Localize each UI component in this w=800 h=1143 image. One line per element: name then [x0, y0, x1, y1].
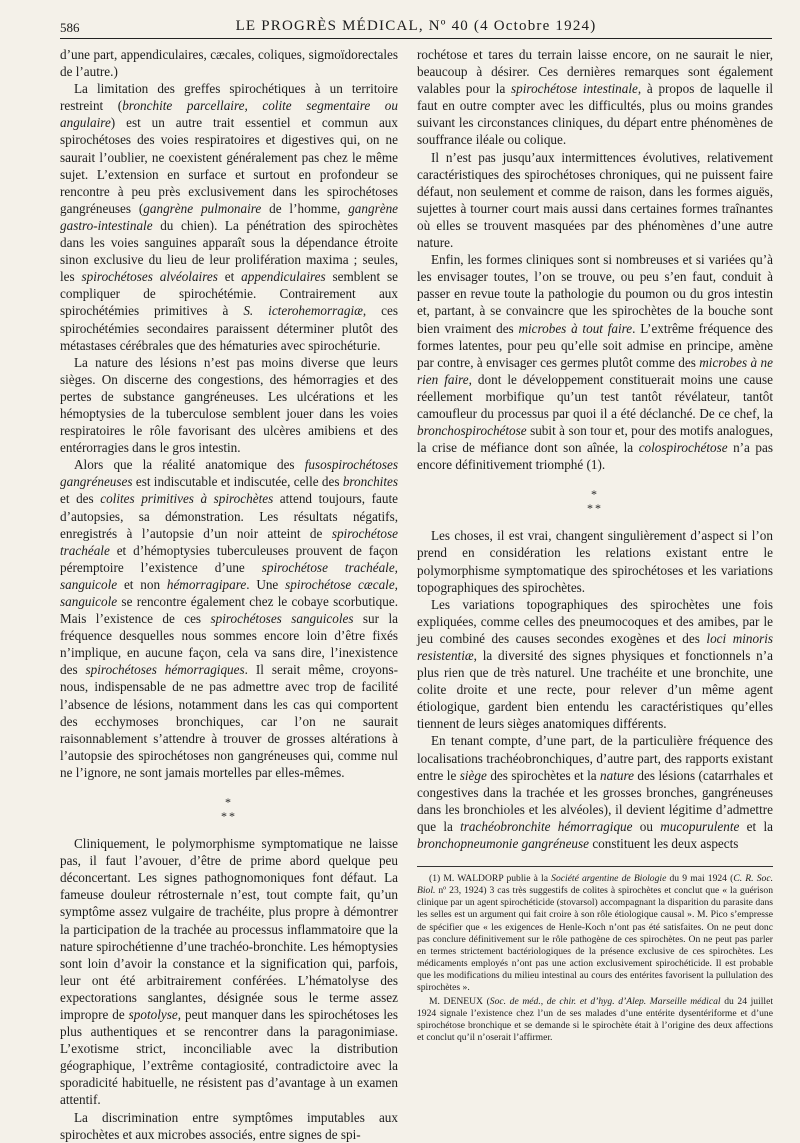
left-column: [60, 46, 399, 1142]
page-number: 586: [60, 20, 80, 35]
paragraph: La discrimination entre symptômes imputables aux spirochètes et aux microbes associés, entre signes de spi-: [60, 1109, 398, 1142]
footnote: (1) M. WALDORP publie à la Société argentine de Biologie du 9 mai 1924 (C. R. Soc. Biol. nº 23, 1924) 3 cas très suggestifs de colites à spirochètes et conclut que « la guérison clinique par un agent spirochéticide (stovarsol) accompagnant la disparition du parasite dans les selles est un argument qui fait croire à son rôle étiologique causal ». M. Pico s’empresse de spécifier que « les exigences de Henle-Koch n’ont pas été satisfaites. On ne peut donc pas conclure définitivement sur le rôle pathogène de ces spirochètes. On ne peut pas parler en termes strictement bactériologiques de la présence exclusive de ces spirochètes. Les médicaments employés n’ont pas une action exclusivement spirochéticide. Il est probable que les modifications du milieu intestinal au cours des entérites favorisent la pullulation des spirochètes ».: [417, 873, 773, 993]
footnotes: [417, 866, 773, 1044]
right-column-body: [417, 46, 773, 852]
paragraph: Cliniquement, le polymorphisme symptomatique ne laisse pas, il faut l’avouer, d’être de prime abord quelque peu déconcertant. Les signes pathognomoniques font défaut. La fameuse douleur rétrosternale n’est, tout compte fait, qu’un symptôme assez vulgaire de trachéite, plus propre à démontrer la participation de la trachée au processus inflammatoire que la nature spirochétienne d’une trachéo-bronchite. Les hémoptysies sont loin d’avoir la constance et la signification qui, parfois, leur ont été arbitrairement conférées. L’hématolyse des expectorations sanglantes, désignée sous le terme assez impropre de spotolyse, peut manquer dans les spirochétoses les plus authentiques et se rencontrer dans la paragonimiase. L’exotisme strict, inconciliable avec la distribution géographique, l’extrême contagiosité, contradictoire avec la sporadicité habituelle, ne résistent pas d’avantage à un examen attentif.: [60, 836, 398, 1108]
paragraph: Enfin, les formes cliniques sont si nombreuses et si variées qu’à les envisager toutes, l’on se trouve, ou peu s’en faut, conduit à passer en revue toute la pathologie du poumon ou du gros intestin et, partant, à se convaincre que les spirochètes de la bouche sont bien vraiment des microbes à tout faire. L’extrême fréquence des formes latentes, pour peu qu’elle soit admise en principe, amène par contre, à envisager ces germes plutôt comme des microbes à ne rien faire, dont le développement constituerait moins une cause réellement morbifique qu’un test tantôt révélateur, tantôt camoufleur du processus par quoi il a été déclanché. De ce chef, la bronchospirochétose subit à son tour et, pour des motifs analogues, la crise de méfiance dont son aînée, la colospirochétose n’a pas encore définitivement triomphé (1).: [417, 252, 774, 473]
running-title: LE PROGRÈS MÉDICAL, Nº 40 (4 Octobre 1924): [235, 18, 597, 34]
paragraph: En tenant compte, d’une part, de la particulière fréquence des localisations trachéobronchiques, d’autre part, des rapports existant entre le siège des spirochètes et la nature des lésions (catarrhales et congestives dans la trachée et les grosses bronches, gangréneuses dans les bronchioles et les alvéoles), il devient légitime d’admettre que la trachéobronchite hémorragique ou mucopurulente et la bronchopneumonie gangréneuse constituent les deux aspects: [417, 733, 774, 852]
footnote: M. DENEUX (Soc. de méd., de chir. et d’hyg. d’Alep. Marseille médical du 24 juillet 1924 signale l’existence chez l’un de ses malades d’une entérite dysentériforme et d’une spirochétose bronchique et se demande si le spirochète était à l’origine des deux affections et conclut qu’il n’oserait l’affirmer.: [417, 996, 774, 1044]
paragraph: d’une part, appendiculaires, cæcales, coliques, sigmoïdorectales de l’autre.): [60, 47, 398, 80]
page-header: [60, 16, 772, 39]
paragraph: Il n’est pas jusqu’aux intermittences évolutives, relativement caractéristiques des spirochétoses chroniques, qui ne puissent faire défaut, non seulement et comme de raison, dans les formes aiguës, sujettes à tourner court mais aussi dans certaines formes traînantes où elles se trouvent masquées par des phénomènes d’une autre nature.: [417, 149, 773, 251]
right-column: [417, 46, 773, 1066]
section-separator: * **: [221, 795, 237, 824]
paragraph: La limitation des greffes spirochétiques à un territoire restreint (bronchite parcellaire, colite segmentaire ou angulaire) est un autre trait essentiel et commun aux spirochétoses des voies respiratoires et digestives qui, on ne saurait l’oublier, ne coexistent généralement pas chez le même sujet. L’extension en surface et surtout en profondeur se rencontre à peu près exclusivement dans les spirochétoses gangréneuses (gangrène pulmonaire de l’homme, gangrène gastro-intestinale du chien). La pénétration des spirochètes dans les voies sanguines apparaît sous la dépendance étroite sinon exclusive du lieu de leur prolifération maxima ; seules, les spirochétoses alvéolaires et appendiculaires semblent se compliquer de spirochétémie. Contrairement aux spirochétémies primitives à S. icterohemorragiæ, ces spirochétémies secondaires paraissent déterminer plutôt des métastases cérébrales que des hématuries avec spirochéturie.: [60, 81, 399, 353]
section-separator: * **: [587, 487, 603, 516]
paragraph: Les choses, il est vrai, changent singulièrement d’aspect si l’on prend en considération les relations existant entre le polymorphisme symptomatique des spirochétoses et les variations topographiques des spirochètes.: [417, 528, 773, 595]
paragraph: Alors que la réalité anatomique des fusospirochétoses gangréneuses est indiscutable et indiscutée, celle des bronchites et des colites primitives à spirochètes attend toujours, faute d’autopsies, sa démonstration. Les résultats négatifs, enregistrés à l’autopsie d’un noir atteint de spirochétose trachéale et d’hémoptysies tuberculeuses prouvent de façon péremptoire l’existence d’une spirochétose trachéale, sanguicole et non hémorragipare. Une spirochétose cæcale, sanguicole se rencontre également chez le cobaye scorbutique. Mais l’existence de ces spirochétoses sanguicoles sur la fréquence desquelles nous sommes encore loin d’être fixés n’implique, en aucune façon, cela va sans dire, l’inexistence des spirochétoses hémorragiques. Il serait même, croyons-nous, indispensable de ne pas admettre avec trop de facilité l’absence de lésions, notamment dans les cas qui comportent des ecchymoses bronchiques, car l’on ne saurait raisonnablement s’attendre à trouver de grosses altérations à l’autopsie des spirochétoses non gangréneuses qui, comme nul ne l’ignore, ne sont jamais mortelles par elles-mêmes.: [60, 457, 398, 780]
paragraph: La nature des lésions n’est pas moins diverse que leurs sièges. On discerne des congestions, des hémorragies et des pertes de substance gangréneuses. Les ulcérations et les hémoptysies de la tuberculose semblent jouer dans les voies respiratoires le rôle favorisant des ulcères amibiens et des entérorragies dans le gros intestin.: [60, 354, 398, 456]
paragraph: Les variations topographiques des spirochètes une fois expliquées, comme celles des pneumocoques et des amibes, par le jeu combiné des causes secondes exogènes et des loci minoris resistentiæ, la diversité des signes physiques et fonctionnels n’a plus rien que de très naturel. Une trachéite et une bronchite, une colite droite et une recte, pour relever d’un même agent étiologique, gardent bien entendu les caractéristiques qu’elles tiennent de leurs sièges anatomiques différents.: [417, 596, 773, 732]
paragraph: rochétose et tares du terrain laisse encore, on ne saurait le nier, beaucoup à désirer. Ces dernières remarques sont également valables pour la spirochétose intestinale, à propos de laquelle il faut en outre compter avec les difficultés, plus ou moins grandes suivant les circonstances cliniques, du départ entre phénomènes de souffrance iléale ou colique.: [417, 47, 774, 148]
